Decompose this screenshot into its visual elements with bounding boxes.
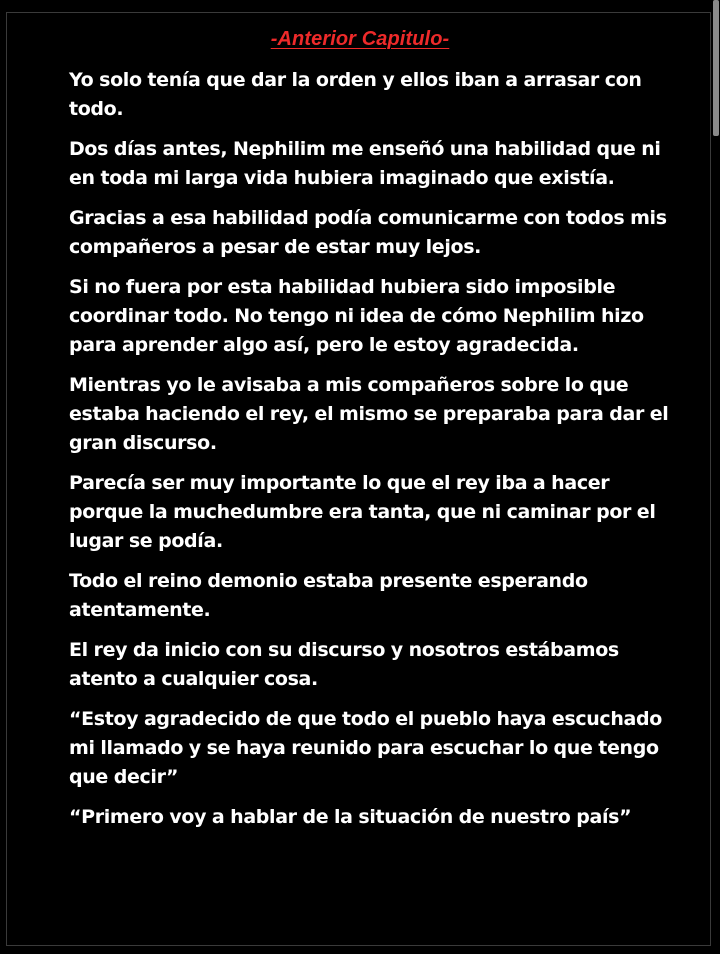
chapter-text — [69, 66, 669, 843]
paragraph: Yo solo tenía que dar la orden y ellos iban a arrasar con todo. — [69, 69, 642, 120]
paragraph: Parecía ser muy importante lo que el rey iba a hacer porque la muchedumbre era tanta, que ni caminar por el lugar se podía. — [69, 472, 656, 552]
paragraph: “Estoy agradecido de que todo el pueblo haya escuchado mi llamado y se haya reunido para escuchar lo que tengo que decir” — [69, 708, 662, 788]
paragraph: Gracias a esa habilidad podía comunicarme con todos mis compañeros a pesar de estar muy lejos. — [69, 207, 667, 258]
paragraph: El rey da inicio con su discurso y nosotros estábamos atento a cualquier cosa. — [69, 639, 619, 690]
paragraph: Dos días antes, Nephilim me enseñó una habilidad que ni en toda mi larga vida hubiera imaginado que existía. — [69, 138, 661, 189]
paragraph: Mientras yo le avisaba a mis compañeros sobre lo que estaba haciendo el rey, el mismo se preparaba para dar el gran discurso. — [69, 374, 669, 454]
scrollbar-thumb[interactable] — [713, 0, 719, 136]
scrollbar[interactable] — [712, 0, 720, 954]
paragraph: Si no fuera por esta habilidad hubiera sido imposible coordinar todo. No tengo ni idea de cómo Nephilim hizo para aprender algo así, pero le estoy agradecida. — [69, 276, 644, 356]
previous-chapter-link[interactable]: -Anterior Capitulo- — [270, 28, 450, 50]
paragraph: “Primero voy a hablar de la situación de nuestro país” — [69, 806, 632, 828]
paragraph: Todo el reino demonio estaba presente esperando atentamente. — [69, 570, 588, 621]
